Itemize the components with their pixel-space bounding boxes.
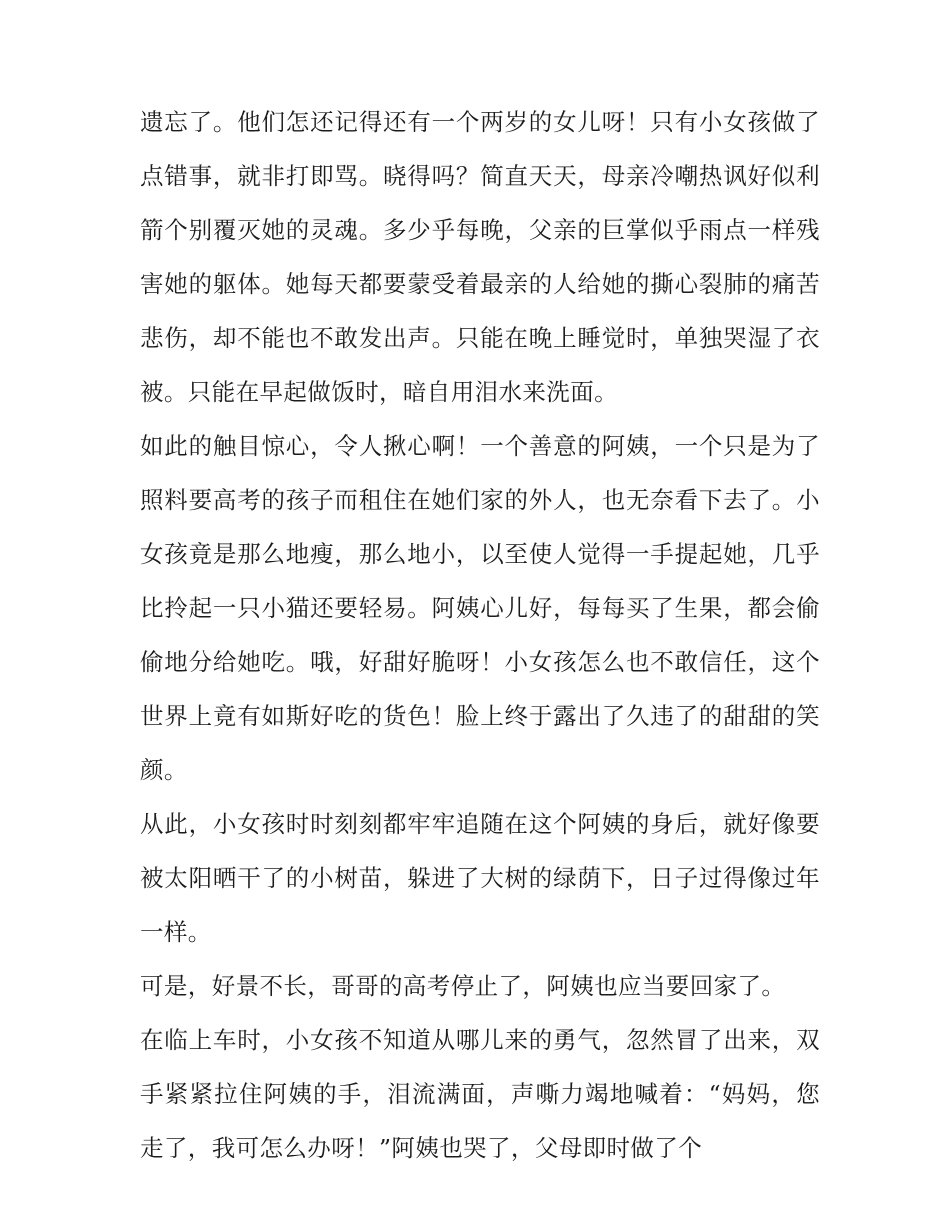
- paragraph-2: 如此的触目惊心，令人揪心啊！一个善意的阿姨，一个只是为了照料要高考的孩子而租住在她们家的外人，也无奈看下去了。小女孩竟是那么地瘦，那么地小，以至使人觉得一手提起她，几乎比拎起一只小猫还要轻易。阿姨心儿好，每每买了生果，都会偷偷地分给她吃。哦，好甜好脆呀！小女孩怎么也不敢信任，这个世界上竟有如斯好吃的货色！脸上终于露出了久违了的甜甜的笑颜。: [140, 432, 820, 784]
- paragraph-4: 可是，好景不长，哥哥的高考停止了，阿姨也应当要回家了。: [140, 972, 786, 1000]
- paragraph-3: 从此，小女孩时时刻刻都牢牢追随在这个阿姨的身后，就好像要被太阳晒干了的小树苗，躲进了大树的绿荫下，日子过得像过年一样。: [140, 810, 820, 946]
- paragraph-1: 遗忘了。他们怎还记得还有一个两岁的女儿呀！只有小女孩做了点错事，就非打即骂。晓得吗？简直天天，母亲冷嘲热讽好似利箭个别覆灭她的灵魂。多少乎每晚，父亲的巨掌似乎雨点一样残害她的躯体。她每天都要蒙受着最亲的人给她的撕心裂肺的痛苦悲伤，却不能也不敢发出声。只能在晚上睡觉时，单独哭湿了衣被。只能在早起做饭时，暗自用泪水来洗面。: [140, 108, 820, 406]
- document-text-column: [140, 95, 820, 1175]
- paragraph-5: 在临上车时，小女孩不知道从哪儿来的勇气，忽然冒了出来，双手紧紧拉住阿姨的手，泪流满面，声嘶力竭地喊着：“妈妈，您走了，我可怎么办呀！”阿姨也哭了，父母即时做了个: [140, 1026, 820, 1162]
